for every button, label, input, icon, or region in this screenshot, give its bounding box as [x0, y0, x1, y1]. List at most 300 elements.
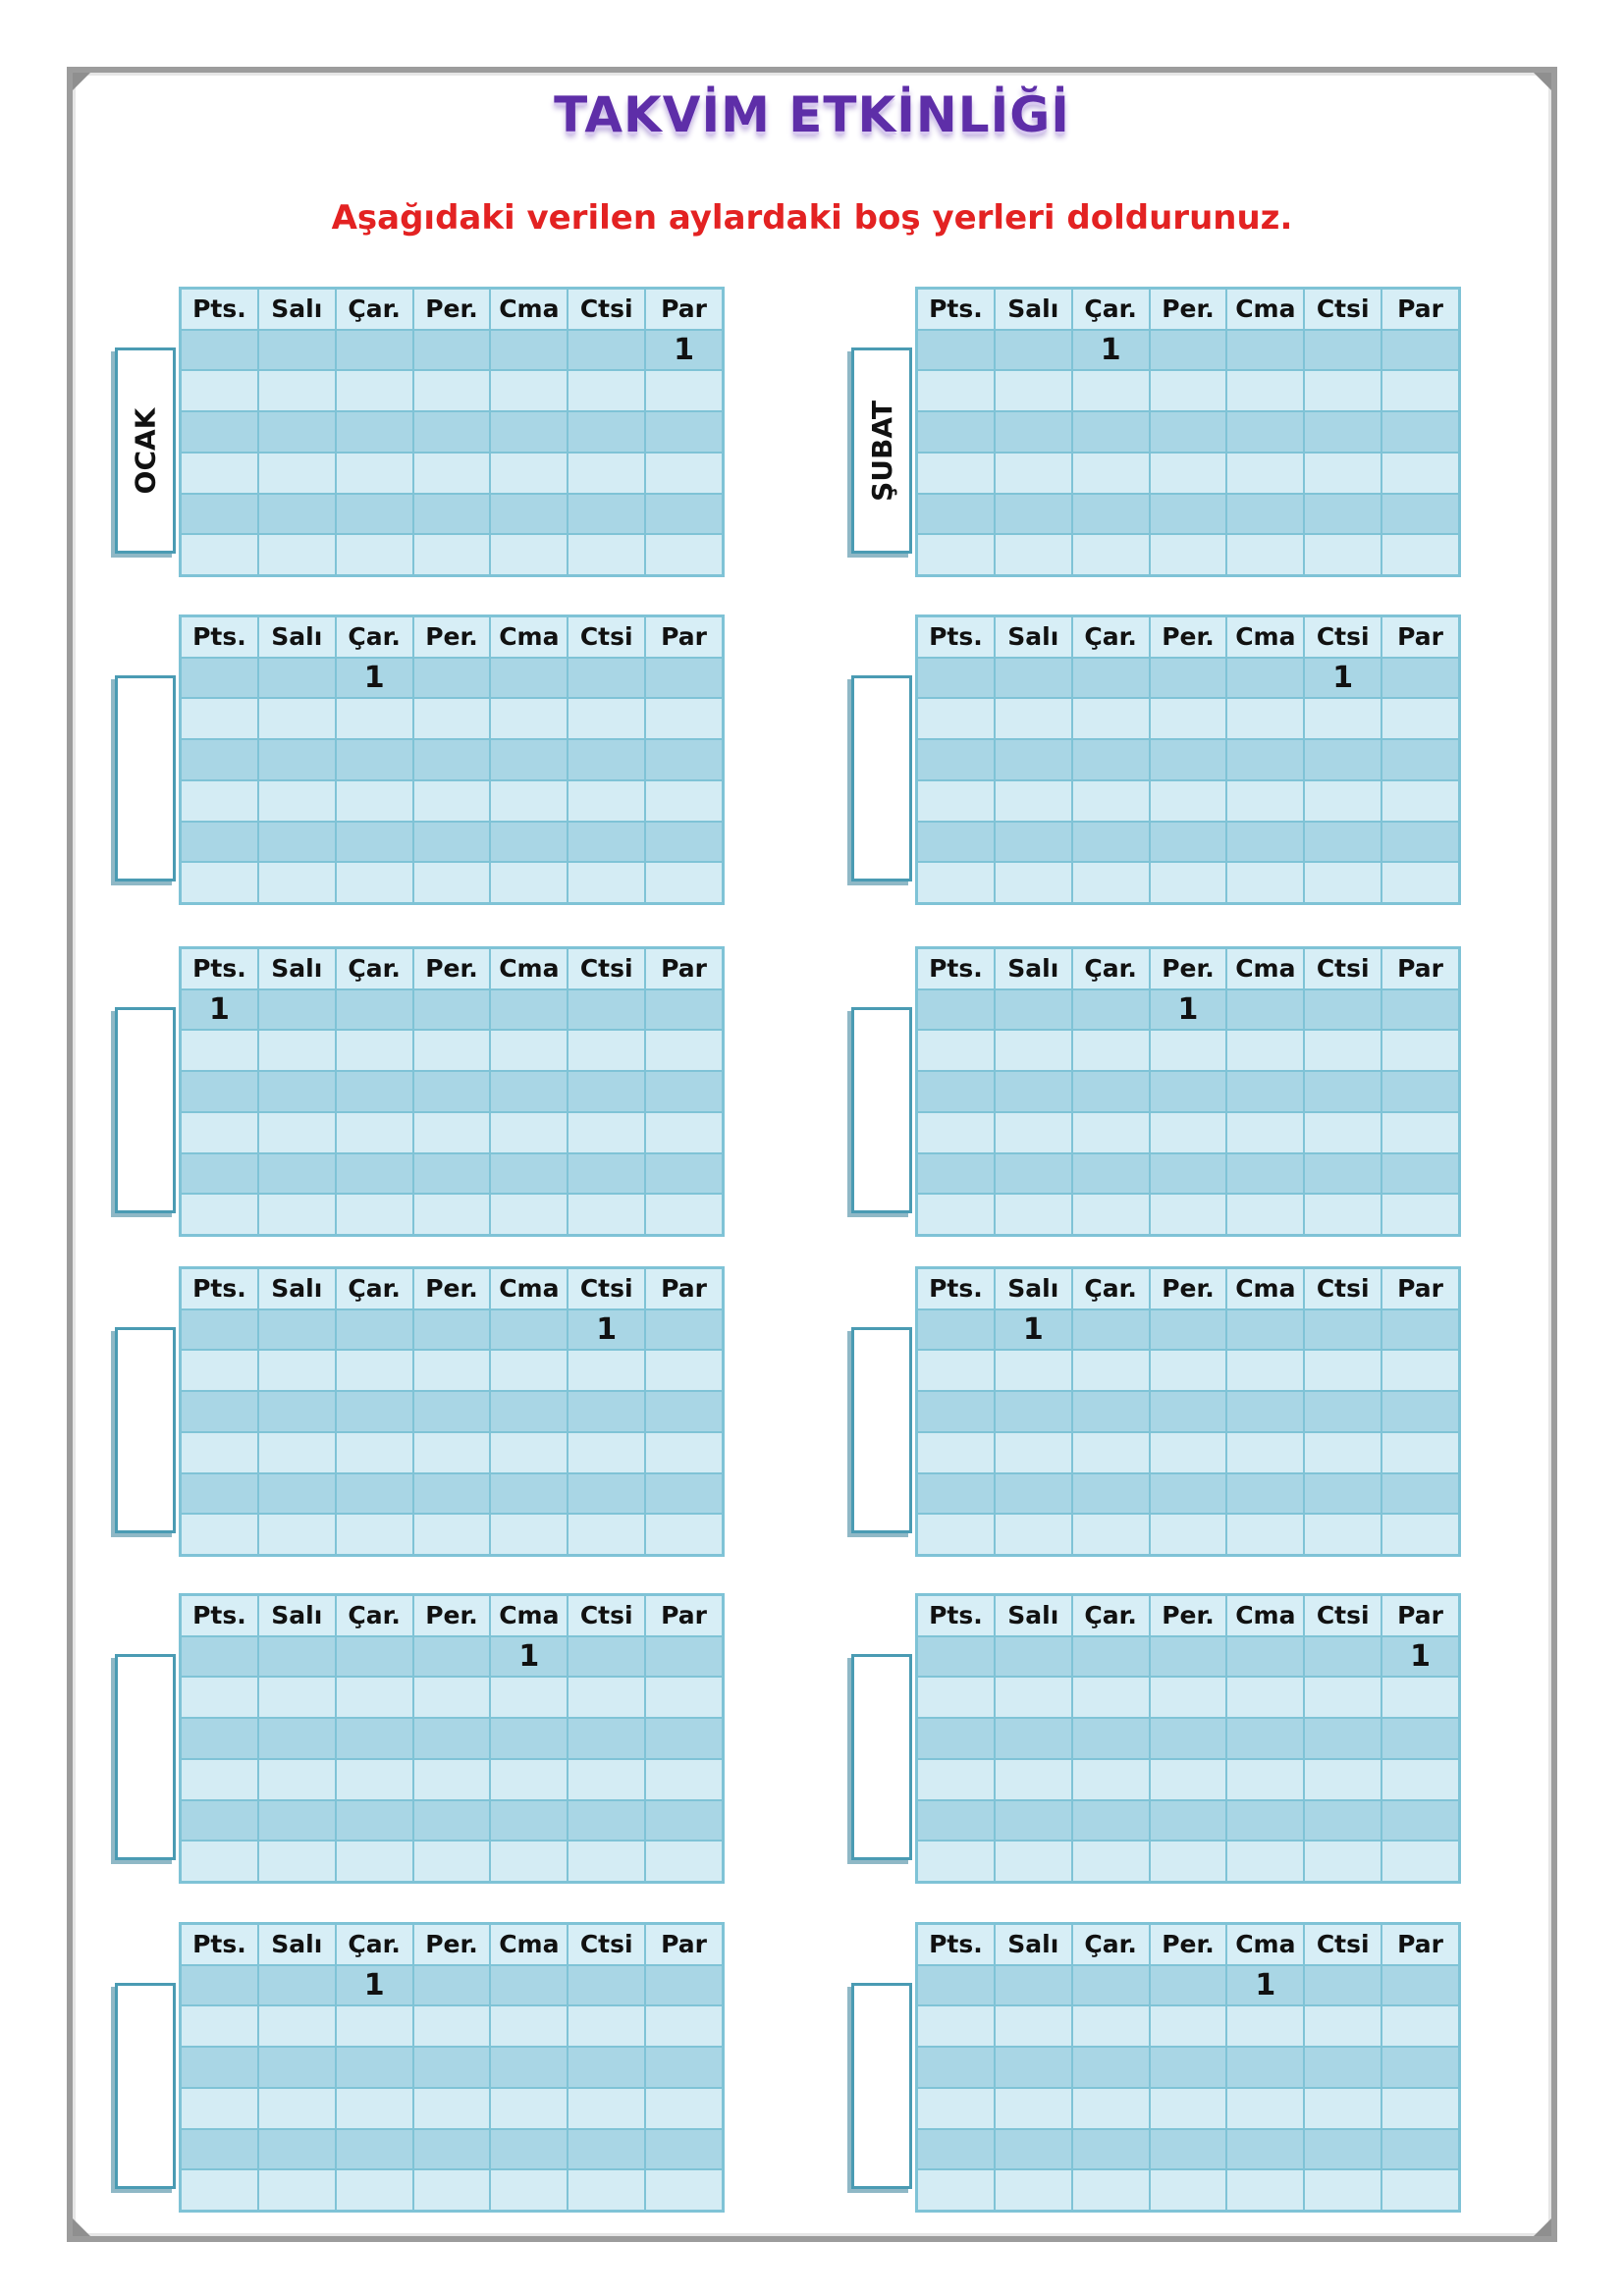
day-cell[interactable]: [337, 2170, 412, 2210]
day-cell[interactable]: [1227, 331, 1303, 370]
day-cell[interactable]: [1073, 1154, 1149, 1194]
day-cell[interactable]: [337, 454, 412, 493]
day-cell[interactable]: [1305, 1515, 1380, 1554]
day-cell[interactable]: [1073, 740, 1149, 779]
day-cell[interactable]: [1227, 1154, 1303, 1194]
day-cell[interactable]: [996, 454, 1071, 493]
day-cell[interactable]: [646, 2048, 722, 2087]
day-cell[interactable]: [918, 495, 994, 534]
day-cell[interactable]: [182, 1154, 257, 1194]
day-cell[interactable]: [1227, 1801, 1303, 1841]
day-cell[interactable]: [259, 699, 335, 738]
day-cell[interactable]: [259, 1760, 335, 1799]
day-cell[interactable]: [259, 1195, 335, 1234]
day-cell[interactable]: [182, 2089, 257, 2128]
day-cell[interactable]: [918, 535, 994, 574]
day-cell[interactable]: [918, 1310, 994, 1350]
month-name-box[interactable]: [851, 1327, 912, 1533]
day-cell[interactable]: [918, 1392, 994, 1431]
day-cell[interactable]: [414, 1031, 490, 1070]
day-cell[interactable]: [646, 1195, 722, 1234]
day-cell[interactable]: [1382, 1113, 1458, 1152]
day-cell[interactable]: [646, 781, 722, 821]
day-cell[interactable]: [1382, 1154, 1458, 1194]
day-cell[interactable]: [491, 1351, 567, 1390]
day-cell[interactable]: [1382, 1760, 1458, 1799]
day-cell[interactable]: [414, 1351, 490, 1390]
day-cell[interactable]: [918, 699, 994, 738]
day-cell[interactable]: [414, 1154, 490, 1194]
day-cell[interactable]: [1151, 699, 1226, 738]
day-cell[interactable]: [1227, 2006, 1303, 2046]
day-cell[interactable]: [1382, 1351, 1458, 1390]
day-cell[interactable]: [337, 1433, 412, 1472]
day-cell[interactable]: [1227, 1474, 1303, 1514]
day-cell[interactable]: 1: [568, 1310, 644, 1350]
day-cell[interactable]: [1227, 1113, 1303, 1152]
day-cell[interactable]: [1305, 1637, 1380, 1677]
day-cell[interactable]: [1151, 371, 1226, 410]
day-cell[interactable]: [1382, 2130, 1458, 2169]
day-cell[interactable]: [182, 1351, 257, 1390]
day-cell[interactable]: [1073, 495, 1149, 534]
day-cell[interactable]: [491, 371, 567, 410]
day-cell[interactable]: [1382, 699, 1458, 738]
day-cell[interactable]: [337, 1719, 412, 1758]
day-cell[interactable]: [1073, 1031, 1149, 1070]
day-cell[interactable]: [568, 2130, 644, 2169]
day-cell[interactable]: [491, 1195, 567, 1234]
day-cell[interactable]: [337, 331, 412, 370]
day-cell[interactable]: [182, 2130, 257, 2169]
day-cell[interactable]: [1073, 2170, 1149, 2210]
day-cell[interactable]: [491, 659, 567, 698]
day-cell[interactable]: [646, 1801, 722, 1841]
day-cell[interactable]: [646, 1719, 722, 1758]
day-cell[interactable]: [1305, 1072, 1380, 1111]
month-name-box[interactable]: [851, 675, 912, 881]
day-cell[interactable]: [1227, 781, 1303, 821]
day-cell[interactable]: [1382, 2170, 1458, 2210]
day-cell[interactable]: [1305, 1760, 1380, 1799]
day-cell[interactable]: [1073, 863, 1149, 902]
day-cell[interactable]: [918, 659, 994, 698]
day-cell[interactable]: [1151, 740, 1226, 779]
day-cell[interactable]: [259, 2048, 335, 2087]
day-cell[interactable]: [182, 699, 257, 738]
day-cell[interactable]: [568, 1966, 644, 2005]
day-cell[interactable]: [259, 1474, 335, 1514]
day-cell[interactable]: [1305, 1842, 1380, 1881]
day-cell[interactable]: [1227, 1195, 1303, 1234]
day-cell[interactable]: [646, 1474, 722, 1514]
day-cell[interactable]: [182, 1072, 257, 1111]
day-cell[interactable]: [1073, 1966, 1149, 2005]
day-cell[interactable]: [996, 1351, 1071, 1390]
day-cell[interactable]: [646, 1678, 722, 1717]
day-cell[interactable]: [1151, 2089, 1226, 2128]
day-cell[interactable]: [1073, 2089, 1149, 2128]
day-cell[interactable]: [414, 1637, 490, 1677]
day-cell[interactable]: [918, 740, 994, 779]
day-cell[interactable]: [996, 1719, 1071, 1758]
day-cell[interactable]: [259, 495, 335, 534]
day-cell[interactable]: [1227, 1351, 1303, 1390]
day-cell[interactable]: [414, 1678, 490, 1717]
day-cell[interactable]: [1151, 1072, 1226, 1111]
day-cell[interactable]: [259, 863, 335, 902]
day-cell[interactable]: [259, 781, 335, 821]
day-cell[interactable]: [1151, 1678, 1226, 1717]
day-cell[interactable]: [1227, 699, 1303, 738]
day-cell[interactable]: [414, 2089, 490, 2128]
day-cell[interactable]: [1305, 2006, 1380, 2046]
day-cell[interactable]: [1151, 1433, 1226, 1472]
day-cell[interactable]: [568, 990, 644, 1030]
day-cell[interactable]: [1382, 781, 1458, 821]
day-cell[interactable]: [259, 331, 335, 370]
day-cell[interactable]: [996, 1966, 1071, 2005]
day-cell[interactable]: [414, 1113, 490, 1152]
day-cell[interactable]: [1227, 1515, 1303, 1554]
day-cell[interactable]: [568, 412, 644, 452]
day-cell[interactable]: [568, 331, 644, 370]
day-cell[interactable]: [1073, 412, 1149, 452]
day-cell[interactable]: [1227, 1842, 1303, 1881]
day-cell[interactable]: [1382, 1801, 1458, 1841]
day-cell[interactable]: [491, 1474, 567, 1514]
day-cell[interactable]: 1: [1073, 331, 1149, 370]
day-cell[interactable]: [414, 823, 490, 862]
day-cell[interactable]: [1305, 863, 1380, 902]
day-cell[interactable]: [1073, 371, 1149, 410]
day-cell[interactable]: [646, 1515, 722, 1554]
day-cell[interactable]: [337, 495, 412, 534]
day-cell[interactable]: [337, 1801, 412, 1841]
day-cell[interactable]: [996, 863, 1071, 902]
day-cell[interactable]: [1305, 1801, 1380, 1841]
day-cell[interactable]: [491, 1154, 567, 1194]
day-cell[interactable]: [1151, 495, 1226, 534]
day-cell[interactable]: [1305, 1310, 1380, 1350]
day-cell[interactable]: [1305, 1966, 1380, 2005]
day-cell[interactable]: [1305, 1195, 1380, 1234]
day-cell[interactable]: [1151, 1760, 1226, 1799]
day-cell[interactable]: [646, 2170, 722, 2210]
day-cell[interactable]: [337, 2006, 412, 2046]
day-cell[interactable]: [568, 1031, 644, 1070]
day-cell[interactable]: [1151, 659, 1226, 698]
day-cell[interactable]: [491, 2006, 567, 2046]
day-cell[interactable]: [996, 1433, 1071, 1472]
day-cell[interactable]: [918, 1351, 994, 1390]
month-name-box[interactable]: [115, 1007, 176, 1213]
day-cell[interactable]: [1305, 2048, 1380, 2087]
day-cell[interactable]: [259, 454, 335, 493]
day-cell[interactable]: [491, 823, 567, 862]
day-cell[interactable]: [568, 1392, 644, 1431]
day-cell[interactable]: [1073, 1310, 1149, 1350]
day-cell[interactable]: [1073, 1433, 1149, 1472]
day-cell[interactable]: [1305, 1392, 1380, 1431]
day-cell[interactable]: [1382, 823, 1458, 862]
day-cell[interactable]: [646, 2006, 722, 2046]
day-cell[interactable]: [1305, 1474, 1380, 1514]
day-cell[interactable]: [491, 331, 567, 370]
day-cell[interactable]: [182, 535, 257, 574]
day-cell[interactable]: [414, 659, 490, 698]
day-cell[interactable]: [182, 454, 257, 493]
month-name-box[interactable]: [115, 675, 176, 881]
day-cell[interactable]: [491, 1031, 567, 1070]
day-cell[interactable]: [1227, 823, 1303, 862]
day-cell[interactable]: [1151, 331, 1226, 370]
day-cell[interactable]: [259, 1801, 335, 1841]
day-cell[interactable]: [1073, 1072, 1149, 1111]
day-cell[interactable]: [259, 2130, 335, 2169]
day-cell[interactable]: [337, 1310, 412, 1350]
day-cell[interactable]: [337, 1195, 412, 1234]
day-cell[interactable]: [568, 2089, 644, 2128]
month-name-box[interactable]: [851, 1983, 912, 2189]
day-cell[interactable]: [1382, 1310, 1458, 1350]
day-cell[interactable]: [1382, 863, 1458, 902]
day-cell[interactable]: [996, 990, 1071, 1030]
day-cell[interactable]: [414, 1392, 490, 1431]
day-cell[interactable]: [1227, 2170, 1303, 2210]
day-cell[interactable]: [1382, 535, 1458, 574]
month-name-box[interactable]: [115, 1654, 176, 1860]
day-cell[interactable]: [918, 1515, 994, 1554]
day-cell[interactable]: [918, 1637, 994, 1677]
day-cell[interactable]: [414, 454, 490, 493]
day-cell[interactable]: [996, 1801, 1071, 1841]
day-cell[interactable]: [259, 1678, 335, 1717]
day-cell[interactable]: [1151, 1842, 1226, 1881]
day-cell[interactable]: [1151, 412, 1226, 452]
day-cell[interactable]: [1382, 1842, 1458, 1881]
day-cell[interactable]: [918, 781, 994, 821]
day-cell[interactable]: [259, 1310, 335, 1350]
day-cell[interactable]: [182, 1678, 257, 1717]
day-cell[interactable]: [182, 823, 257, 862]
day-cell[interactable]: [1227, 1392, 1303, 1431]
day-cell[interactable]: [568, 1760, 644, 1799]
day-cell[interactable]: [259, 1719, 335, 1758]
day-cell[interactable]: 1: [1151, 990, 1226, 1030]
day-cell[interactable]: [996, 2170, 1071, 2210]
day-cell[interactable]: [337, 2048, 412, 2087]
day-cell[interactable]: [337, 1678, 412, 1717]
day-cell[interactable]: [996, 699, 1071, 738]
day-cell[interactable]: [1151, 1474, 1226, 1514]
day-cell[interactable]: [259, 1113, 335, 1152]
day-cell[interactable]: [182, 1760, 257, 1799]
day-cell[interactable]: [1227, 659, 1303, 698]
day-cell[interactable]: [1227, 2089, 1303, 2128]
day-cell[interactable]: [646, 495, 722, 534]
day-cell[interactable]: [1382, 412, 1458, 452]
day-cell[interactable]: [1073, 1842, 1149, 1881]
day-cell[interactable]: [996, 659, 1071, 698]
day-cell[interactable]: [1305, 1351, 1380, 1390]
day-cell[interactable]: [996, 1842, 1071, 1881]
day-cell[interactable]: [1305, 2170, 1380, 2210]
day-cell[interactable]: [414, 371, 490, 410]
day-cell[interactable]: [918, 454, 994, 493]
day-cell[interactable]: [1227, 371, 1303, 410]
day-cell[interactable]: [182, 2048, 257, 2087]
day-cell[interactable]: 1: [182, 990, 257, 1030]
day-cell[interactable]: [337, 1351, 412, 1390]
day-cell[interactable]: [646, 535, 722, 574]
day-cell[interactable]: [1151, 1637, 1226, 1677]
day-cell[interactable]: [259, 1433, 335, 1472]
day-cell[interactable]: [1073, 823, 1149, 862]
day-cell[interactable]: [1305, 740, 1380, 779]
day-cell[interactable]: [182, 371, 257, 410]
day-cell[interactable]: [568, 823, 644, 862]
day-cell[interactable]: [918, 863, 994, 902]
day-cell[interactable]: [1227, 412, 1303, 452]
day-cell[interactable]: [918, 2089, 994, 2128]
day-cell[interactable]: [491, 740, 567, 779]
day-cell[interactable]: [1382, 2006, 1458, 2046]
day-cell[interactable]: [646, 371, 722, 410]
day-cell[interactable]: [1073, 1760, 1149, 1799]
day-cell[interactable]: [414, 1719, 490, 1758]
day-cell[interactable]: [1382, 1031, 1458, 1070]
day-cell[interactable]: 1: [996, 1310, 1071, 1350]
day-cell[interactable]: [568, 863, 644, 902]
day-cell[interactable]: [337, 371, 412, 410]
day-cell[interactable]: [1151, 2130, 1226, 2169]
day-cell[interactable]: [1151, 863, 1226, 902]
day-cell[interactable]: [646, 659, 722, 698]
day-cell[interactable]: [182, 1842, 257, 1881]
day-cell[interactable]: 1: [1382, 1637, 1458, 1677]
day-cell[interactable]: [1382, 1719, 1458, 1758]
day-cell[interactable]: [568, 740, 644, 779]
day-cell[interactable]: [1073, 699, 1149, 738]
day-cell[interactable]: [1151, 2170, 1226, 2210]
day-cell[interactable]: [646, 740, 722, 779]
day-cell[interactable]: [182, 1113, 257, 1152]
day-cell[interactable]: [996, 1195, 1071, 1234]
day-cell[interactable]: [491, 2089, 567, 2128]
day-cell[interactable]: [1382, 659, 1458, 698]
day-cell[interactable]: [1151, 1031, 1226, 1070]
day-cell[interactable]: [491, 781, 567, 821]
day-cell[interactable]: [259, 990, 335, 1030]
day-cell[interactable]: [1305, 823, 1380, 862]
day-cell[interactable]: [414, 740, 490, 779]
day-cell[interactable]: [646, 1031, 722, 1070]
day-cell[interactable]: [1382, 1392, 1458, 1431]
day-cell[interactable]: [259, 2170, 335, 2210]
day-cell[interactable]: [491, 699, 567, 738]
day-cell[interactable]: [337, 1637, 412, 1677]
day-cell[interactable]: [414, 990, 490, 1030]
month-name-box[interactable]: [851, 1007, 912, 1213]
day-cell[interactable]: [182, 1433, 257, 1472]
day-cell[interactable]: [414, 1072, 490, 1111]
day-cell[interactable]: [1073, 535, 1149, 574]
day-cell[interactable]: [414, 1801, 490, 1841]
day-cell[interactable]: [337, 990, 412, 1030]
day-cell[interactable]: [491, 1113, 567, 1152]
day-cell[interactable]: [1151, 1154, 1226, 1194]
day-cell[interactable]: [1382, 1515, 1458, 1554]
day-cell[interactable]: [182, 659, 257, 698]
day-cell[interactable]: [182, 1637, 257, 1677]
day-cell[interactable]: [414, 1760, 490, 1799]
day-cell[interactable]: [259, 1637, 335, 1677]
day-cell[interactable]: [1305, 1678, 1380, 1717]
day-cell[interactable]: [259, 740, 335, 779]
day-cell[interactable]: [337, 1154, 412, 1194]
day-cell[interactable]: [182, 1801, 257, 1841]
day-cell[interactable]: [1382, 1195, 1458, 1234]
day-cell[interactable]: [996, 1392, 1071, 1431]
day-cell[interactable]: [491, 535, 567, 574]
day-cell[interactable]: [568, 495, 644, 534]
day-cell[interactable]: [1151, 1195, 1226, 1234]
day-cell[interactable]: [1305, 781, 1380, 821]
day-cell[interactable]: 1: [1305, 659, 1380, 698]
day-cell[interactable]: [1073, 990, 1149, 1030]
day-cell[interactable]: [568, 1801, 644, 1841]
day-cell[interactable]: [491, 863, 567, 902]
day-cell[interactable]: [491, 1842, 567, 1881]
day-cell[interactable]: [1151, 1392, 1226, 1431]
day-cell[interactable]: [568, 1113, 644, 1152]
day-cell[interactable]: [918, 1719, 994, 1758]
day-cell[interactable]: [491, 2130, 567, 2169]
day-cell[interactable]: [1382, 2089, 1458, 2128]
day-cell[interactable]: [182, 1310, 257, 1350]
day-cell[interactable]: [918, 331, 994, 370]
day-cell[interactable]: [1151, 1310, 1226, 1350]
day-cell[interactable]: [491, 2048, 567, 2087]
day-cell[interactable]: [996, 1678, 1071, 1717]
day-cell[interactable]: [1227, 535, 1303, 574]
day-cell[interactable]: [568, 2170, 644, 2210]
day-cell[interactable]: [491, 1433, 567, 1472]
day-cell[interactable]: [646, 1433, 722, 1472]
day-cell[interactable]: [414, 2006, 490, 2046]
day-cell[interactable]: [259, 371, 335, 410]
day-cell[interactable]: [996, 1031, 1071, 1070]
day-cell[interactable]: [646, 1113, 722, 1152]
day-cell[interactable]: [996, 740, 1071, 779]
day-cell[interactable]: [996, 1760, 1071, 1799]
day-cell[interactable]: [259, 1031, 335, 1070]
day-cell[interactable]: [259, 412, 335, 452]
day-cell[interactable]: [337, 2130, 412, 2169]
day-cell[interactable]: [1305, 990, 1380, 1030]
day-cell[interactable]: [1305, 1031, 1380, 1070]
day-cell[interactable]: [337, 1113, 412, 1152]
day-cell[interactable]: [918, 2130, 994, 2169]
day-cell[interactable]: [996, 2130, 1071, 2169]
day-cell[interactable]: [568, 1515, 644, 1554]
day-cell[interactable]: [414, 1195, 490, 1234]
day-cell[interactable]: [1382, 1966, 1458, 2005]
day-cell[interactable]: [337, 412, 412, 452]
day-cell[interactable]: [568, 1719, 644, 1758]
day-cell[interactable]: [1382, 1433, 1458, 1472]
